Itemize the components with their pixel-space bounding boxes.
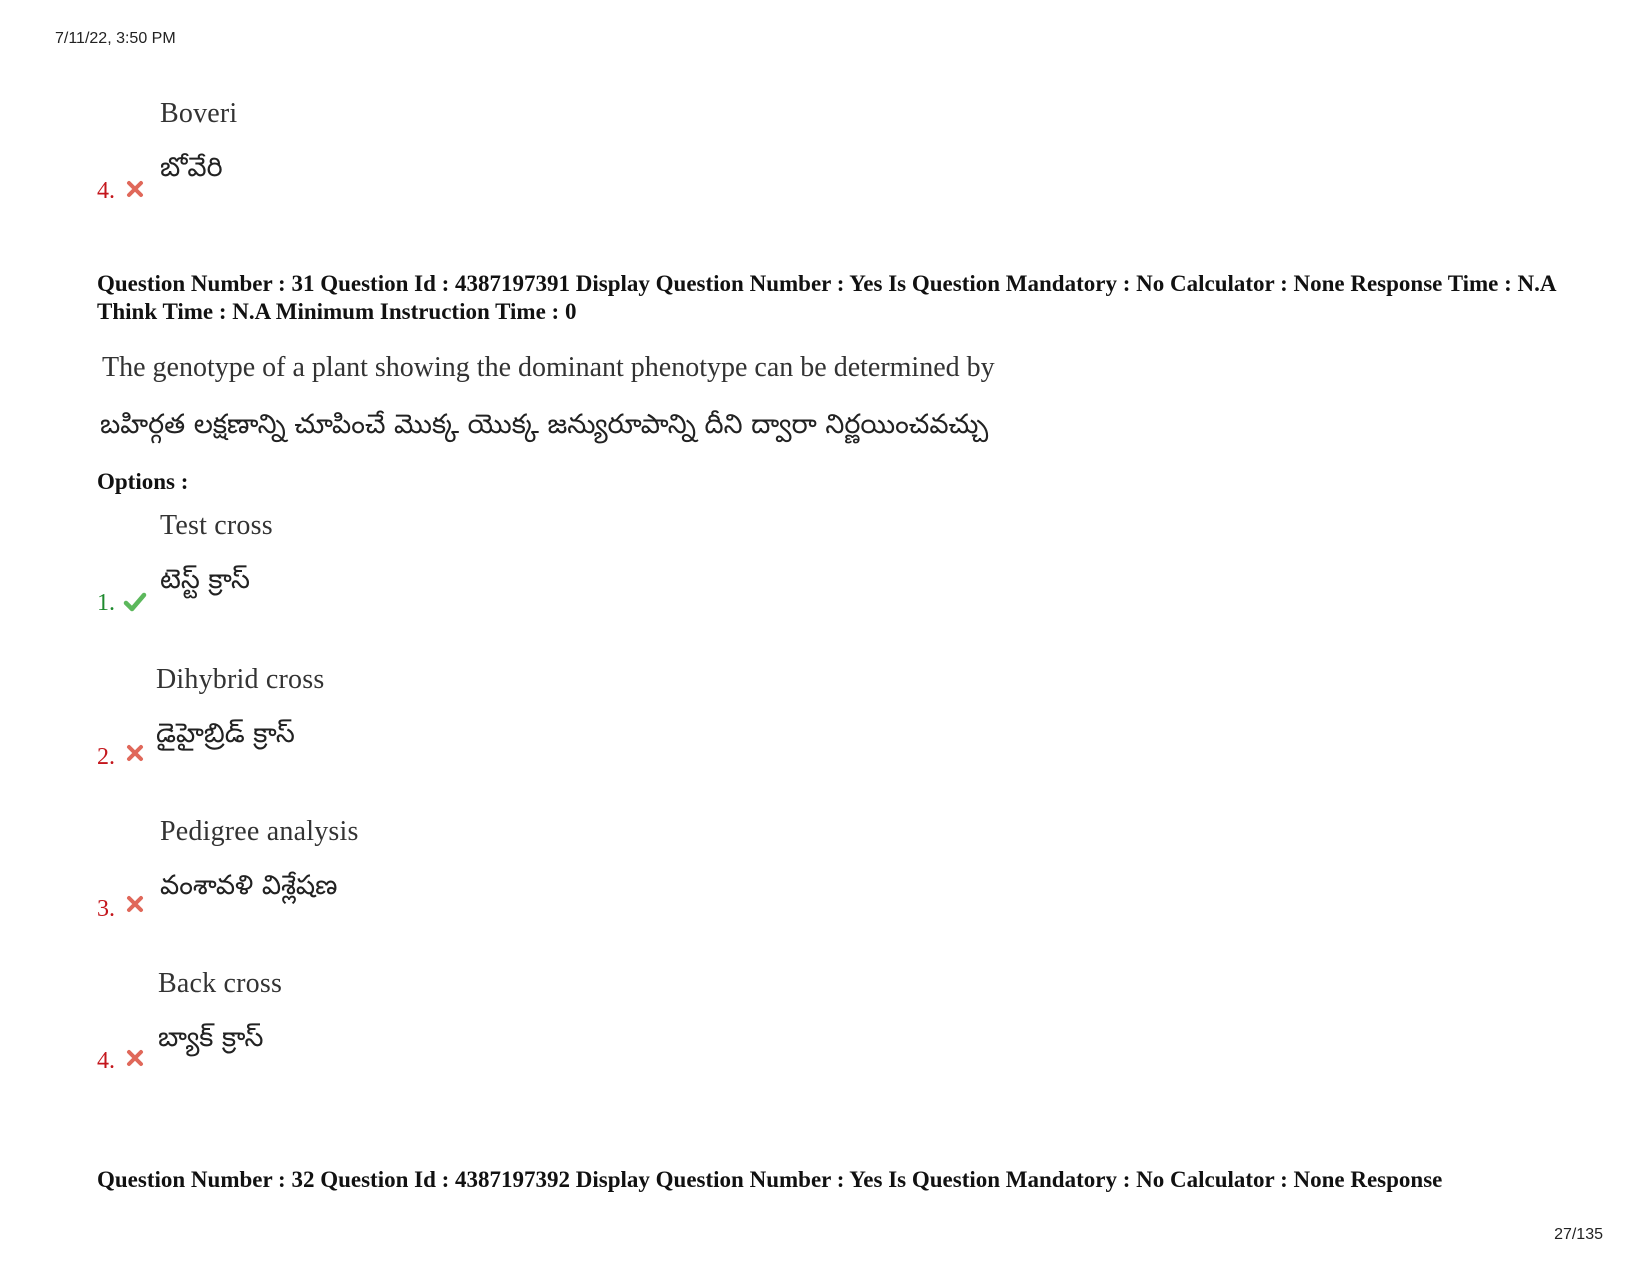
option-english-text: Dihybrid cross xyxy=(156,664,325,695)
page-number: 27/135 xyxy=(1554,1226,1603,1243)
option-number: 3. xyxy=(97,896,115,922)
option-number: 1. xyxy=(97,590,115,616)
option-telugu-text: బ్యాక్ క్రాస్ xyxy=(158,1022,264,1053)
question-31-text-english: The genotype of a plant showing the dominant phenotype can be determined by xyxy=(102,352,995,383)
option-number: 4. xyxy=(97,1048,115,1074)
question-32-header: Question Number : 32 Question Id : 4387197392 Display Question Number : Yes Is Question Mandatory : No Calculator : None Response xyxy=(97,1167,1443,1192)
cross-icon xyxy=(125,743,145,763)
cross-icon xyxy=(125,1048,145,1068)
option-telugu-text: డైహైబ్రిడ్ క్రాస్ xyxy=(156,718,295,749)
option-english-text: Test cross xyxy=(160,510,273,541)
option-telugu-text: బోవేరి xyxy=(160,152,223,183)
option-english-text: Back cross xyxy=(158,968,283,999)
cross-icon xyxy=(125,894,145,914)
question-31-text-telugu: బహిర్గత లక్షణాన్ని చూపించే మొక్క యొక్క జన్యురూపాన్ని దీని ద్వారా నిర్ణయించవచ్చు xyxy=(100,409,989,440)
check-icon xyxy=(123,591,147,613)
print-timestamp: 7/11/22, 3:50 PM xyxy=(55,30,176,47)
option-number: 2. xyxy=(97,744,115,770)
options-label: Options : xyxy=(97,469,189,494)
option-english-text: Pedigree analysis xyxy=(160,816,359,847)
option-telugu-text: టెస్ట్ క్రాస్ xyxy=(160,564,250,595)
option-number: 4. xyxy=(97,178,115,204)
option-telugu-text: వంశావళి విశ్లేషణ xyxy=(160,870,338,901)
question-31-header: Question Number : 31 Question Id : 4387197391 Display Question Number : Yes Is Question Mandatory : No Calculator : None Response Time : N.A Think Time : N.A Minimum Instruction Time : 0 xyxy=(97,271,1556,324)
option-english-text: Boveri xyxy=(160,98,238,129)
cross-icon xyxy=(125,179,145,199)
